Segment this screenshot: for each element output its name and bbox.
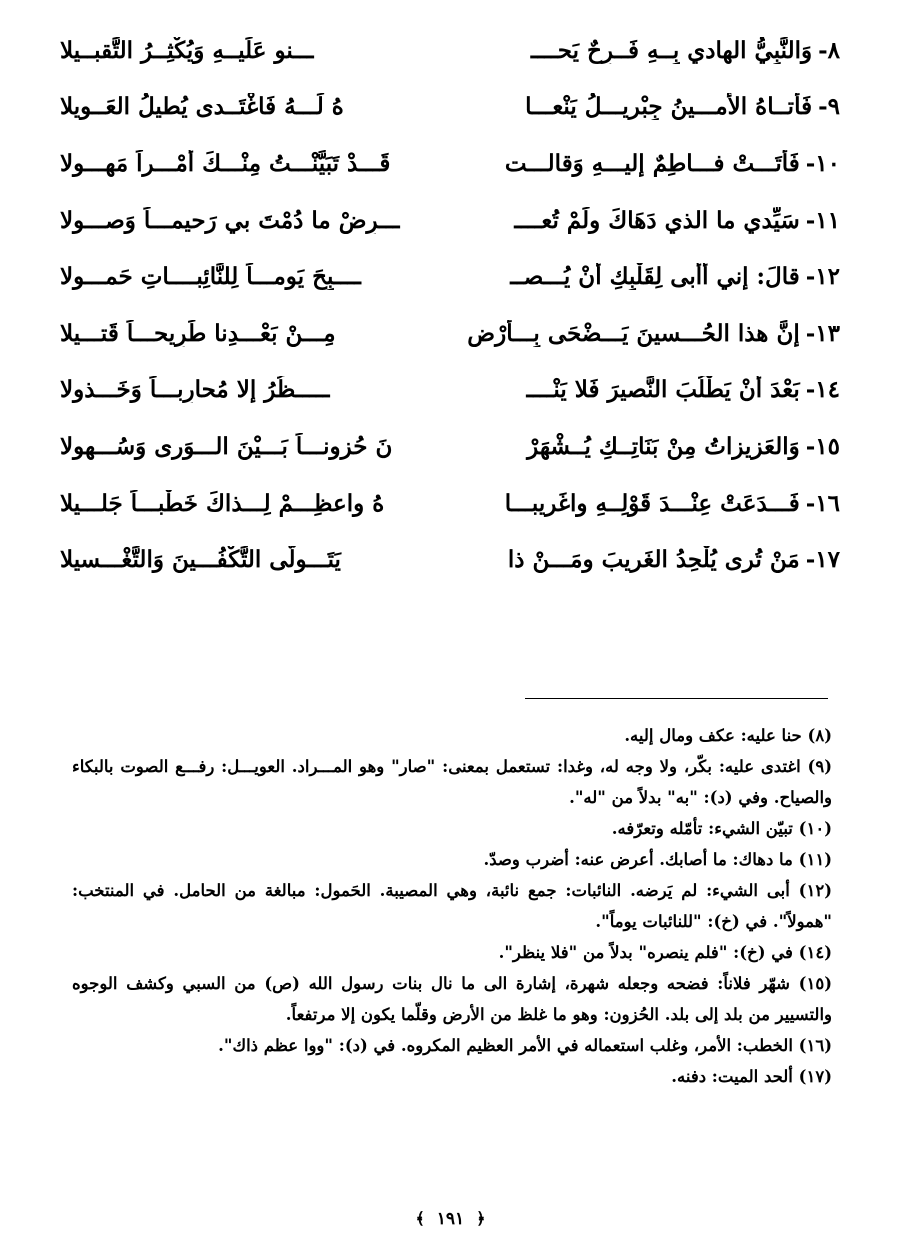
footnote: (١٧) ألحد الميت: دفنه. [671, 1067, 832, 1086]
verse-first-text: وَالنَّبِيُّ الهادي بِــهِ فَــرِحٌ يَحــــ [530, 36, 813, 64]
verse-number: ١٧- [805, 546, 840, 574]
verse-second-hemistich: ـــرِضْ ما دُمْتَ بي رَحيمـــاً وَصـــولا [60, 206, 400, 234]
verse-first-text: قالَ: إني أَأْبى لِقَلْبِكِ أَنْ يُـــصــ [510, 263, 800, 291]
verse-second-hemistich: ـــــظُرُ إلا مُحارِبـــاً وَخَـــذولا [60, 376, 330, 404]
verse-row [60, 305, 840, 362]
verse-number: ١٠- [805, 149, 840, 177]
verse-second-hemistich: هُ واعظِـــمْ لِـــذاكَ خَطْبـــاً جَلـــيلا [60, 489, 385, 517]
verse-second-hemistich: ـــنو عَلَيــهِ وَيُكْثِــرُ التَّقبــيلا [60, 36, 314, 64]
verse-first-text: إنَّ هذا الحُـــسينَ يَـــضْحَى بِـــأَرْضٍ [467, 319, 800, 347]
ornament-bracket-left: ﴾ [415, 1209, 425, 1228]
verse-first-hemistich [450, 320, 840, 347]
verse-first-text: فَـــدَعَتْ عِنْـــدَ قَوْلِــهِ واغَريبـــا [504, 489, 800, 517]
verse-first-hemistich [450, 433, 840, 460]
verse-number: ٩- [818, 93, 840, 121]
verse-number: ١٢- [805, 263, 840, 291]
verse-first-hemistich [450, 490, 840, 517]
verse-row [60, 362, 840, 419]
verse-first-hemistich [450, 376, 840, 403]
verse-number: ١٦- [805, 489, 840, 517]
footnote: (١٥) شهّر فلاناً: فضحه وجعله شهرة، إشارة الى ما نال بنات رسول الله (ص) من السبي وكشف الوجوه والتسيير من بلد إلى بلد. الحُزون: وهو ما غلظ من الأرض وقلّما يكون إلا مرتفعاً. [72, 974, 832, 1024]
footnote: (٩) اغتدى عليه: بكّر، ولا وجه له، وغدا: تستعمل بمعنى: "صار" وهو المـــراد. العويـــل: رفـــع الصوت بالبكاء والصياح. وفي (د): "به" بدلاً من "له". [72, 757, 832, 807]
verse-row [60, 192, 840, 249]
verse-first-text: سَيِّدي ما الذي دَهَاكَ ولَمْ تُعــــ [514, 206, 800, 234]
verse-first-text: وَالعَزيزاتُ مِنْ بَنَاتِــكِ يُــشْهَرْ [527, 432, 800, 460]
footnote-divider [525, 698, 828, 699]
verse-first-hemistich [450, 93, 840, 120]
verse-number: ١١- [805, 206, 840, 234]
footnote: (١٤) في (خ): "فلم ينصره" بدلاً من "فلا ينظر". [498, 943, 832, 962]
verse-row [60, 531, 840, 588]
verse-first-text: بَعْدَ أَنْ يَطْلُبَ النَّصيرَ فَلا يَنْــــ [526, 376, 800, 404]
verse-first-hemistich [450, 546, 840, 573]
verse-number: ١٥- [805, 432, 840, 460]
verse-first-hemistich [450, 263, 840, 290]
verse-first-hemistich [450, 150, 840, 177]
verse-first-text: مَنْ تُرى يُلْحِدُ الغَريبَ ومَـــنْ ذا [507, 546, 800, 574]
verse-first-hemistich [450, 207, 840, 234]
verse-second-hemistich: مِـــنْ بَعْـــدِنا طَرِيحـــاً قَتـــيلا [60, 319, 336, 347]
verse-second-hemistich: هُ لَـــهُ فَاغْتَــدى يُطيلُ العَــويلا [60, 93, 344, 121]
verse-row [60, 475, 840, 532]
verse-first-text: فَأَتَـــتْ فـــاطِمٌ إليـــهِ وَقالـــت [504, 149, 800, 177]
ornament-bracket-right: ﴿ [476, 1209, 486, 1228]
verse-second-hemistich: ــــبِحَ يَومـــاً لِلنَّائِبــــاتِ حَمـــولا [60, 263, 361, 291]
verse-row [60, 135, 840, 192]
footnote: (٨) حنا عليه: عكف ومال إليه. [624, 726, 832, 745]
verse-number: ٨- [818, 36, 840, 64]
page-number-value: ١٩١ [436, 1209, 465, 1229]
verse-second-hemistich: نَ حُزونـــاً بَـــيْنَ الـــوَرى وَسُـــهولا [60, 432, 393, 460]
footnote: (١٠) تبيّن الشيء: تأمّله وتعرّفه. [611, 819, 832, 838]
footnotes [72, 720, 832, 1092]
verse-row [60, 248, 840, 305]
footnote: (١١) ما دهاك: ما أصابك. أعرض عنه: أضرب وصدّ. [483, 850, 832, 869]
verse-first-text: فَأَتــاهُ الأَمـــينُ جِبْريـــلُ يَنْعـــا [525, 93, 813, 121]
verse-number: ١٣- [805, 319, 840, 347]
verse-second-hemistich: قَـــدْ تَبَيَّنْـــتُ مِنْـــكَ أَمْـــراً مَهـــولا [60, 149, 391, 177]
footnote: (١٦) الخطب: الأمر، وغلب استعماله في الأمر العظيم المكروه. في (د): "ووا عظم ذاك". [218, 1036, 832, 1055]
footnote: (١٢) أبى الشيء: لم يَرضه. النائبات: جمع نائبة، وهي المصيبة. الحَمول: مبالغة من الحامل. في المنتخب: "همولاً". في (خ): "للنائبات يوماً". [72, 881, 832, 931]
page-number [0, 1209, 901, 1229]
verse-row [60, 22, 840, 79]
verse-number: ١٤- [805, 376, 840, 404]
verse-row [60, 418, 840, 475]
verse-first-hemistich [450, 37, 840, 64]
verse-second-hemistich: يَتَـــولّى التَّكْفُـــينَ وَالتَّغْـــسيلا [60, 546, 341, 574]
poem-verses [60, 22, 840, 588]
verse-row [60, 79, 840, 136]
